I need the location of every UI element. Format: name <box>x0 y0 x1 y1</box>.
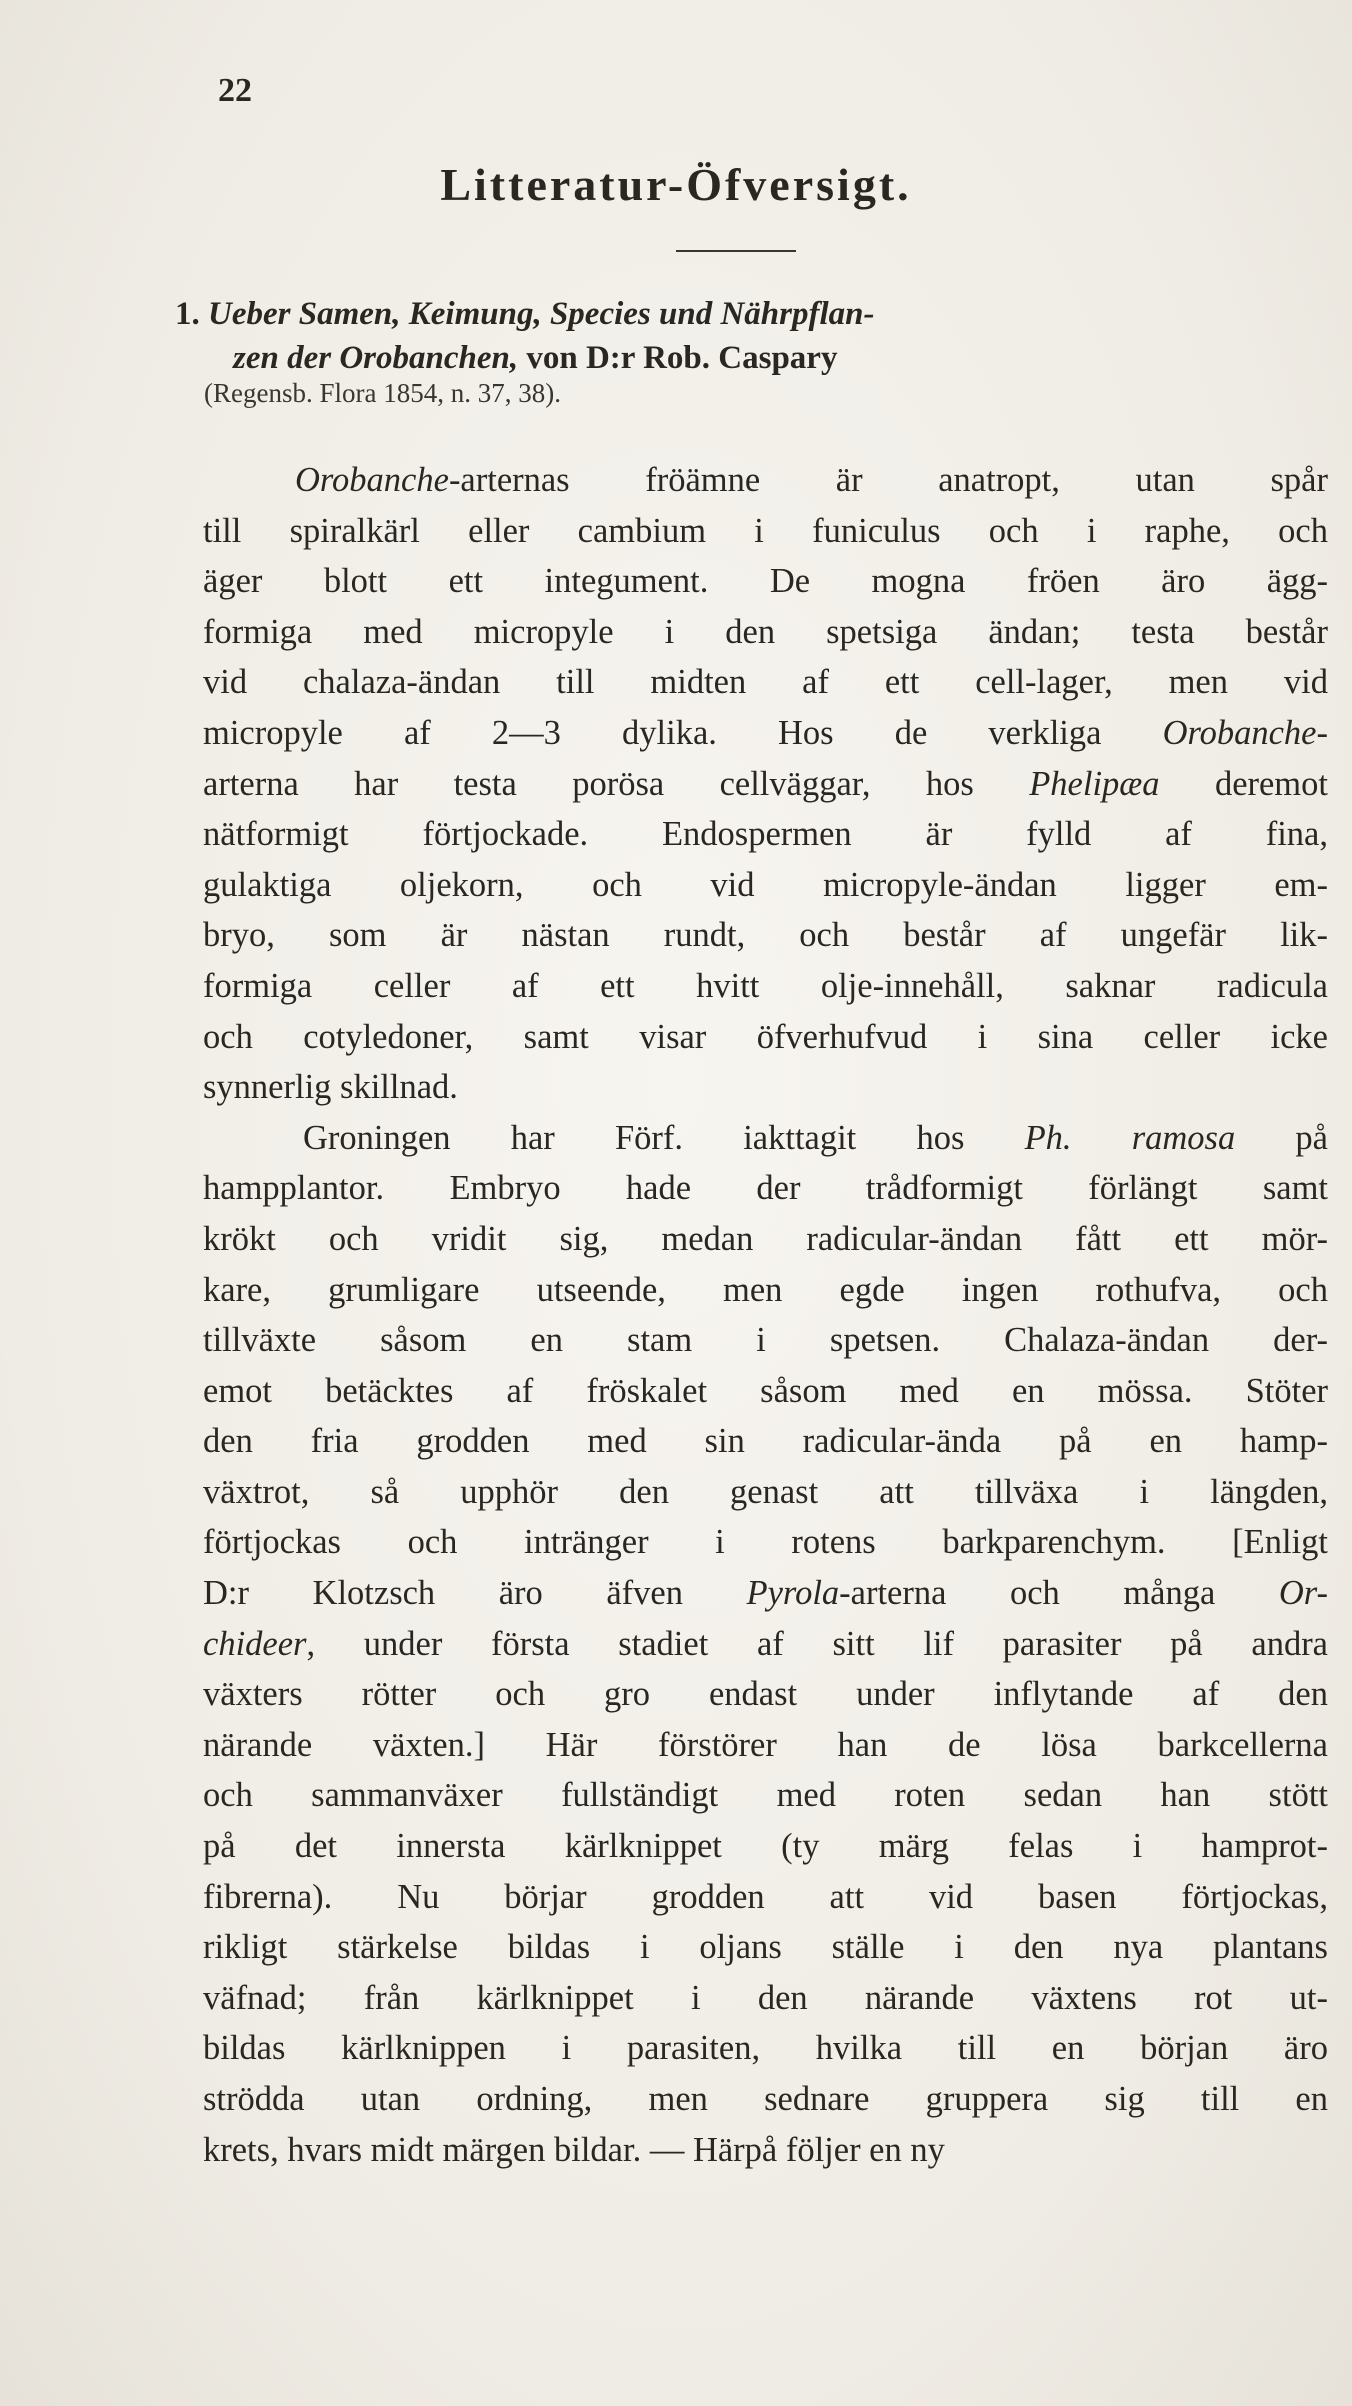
text-line <box>203 1265 1328 1316</box>
text-run: närande växten.] Här förstörer han de lösa barkcellerna <box>203 1725 1328 1764</box>
text-line <box>203 1872 1328 1923</box>
text-line <box>203 1770 1328 1821</box>
text-line <box>203 809 1328 860</box>
text-line <box>203 1416 1328 1467</box>
text-run: förtjockas och intränger i rotens barkparenchym. [Enligt <box>203 1523 1328 1562</box>
text-run: gulaktiga oljekorn, och vid micropyle-ändan ligger em- <box>203 865 1328 904</box>
text-run: växtrot, så upphör den genast att tillväxa i längden, <box>203 1472 1328 1511</box>
italic-term: Ph. ramosa <box>1024 1118 1236 1157</box>
text-run: krets, hvars midt märgen bildar. — Härpå följer en ny <box>203 2130 945 2169</box>
entry-heading <box>175 292 1325 380</box>
text-line <box>203 2125 1328 2176</box>
entry-citation: (Regensb. Flora 1854, n. 37, 38). <box>204 378 561 408</box>
text-run: synnerlig skillnad. <box>203 1068 458 1107</box>
text-run: rikligt stärkelse bildas i oljans ställe i den nya plantans <box>203 1928 1328 1967</box>
text-line <box>203 1922 1328 1973</box>
text-run: , under första stadiet af sitt lif parasiter på andra <box>306 1624 1328 1663</box>
text-run: emot betäcktes af fröskalet såsom med en mössa. Stöter <box>203 1371 1328 1410</box>
italic-term: Orobanche <box>295 461 449 499</box>
text-line <box>203 2074 1328 2125</box>
text-run: växters rötter och gro endast under inflytande af den <box>203 1675 1328 1714</box>
text-line <box>203 1113 1328 1164</box>
entry-number: 1. <box>175 296 200 332</box>
text-run: hampplantor. Embryo hade der trådformigt förlängt samt <box>203 1169 1328 1208</box>
text-run: och sammanväxer fullständigt med roten sedan han stött <box>203 1776 1328 1815</box>
text-line <box>203 1619 1328 1670</box>
text-run: nätformigt förtjockade. Endospermen är fylld af fina, <box>203 815 1328 854</box>
text-run: bildas kärlknippen i parasiten, hvilka till en början äro <box>203 2029 1328 2068</box>
text-run: formiga celler af ett hvitt olje-innehåll, saknar radicula <box>203 966 1328 1005</box>
text-line <box>203 1821 1328 1872</box>
italic-term: Phelipæa <box>1029 764 1160 803</box>
text-line <box>203 1163 1328 1214</box>
text-line <box>203 1973 1328 2024</box>
text-line <box>203 759 1328 810</box>
italic-term: Or- <box>1278 1574 1329 1613</box>
italic-term: Orobanche- <box>1162 713 1328 752</box>
text-run: fibrerna). Nu börjar grodden att vid basen förtjockas, <box>203 1877 1328 1916</box>
text-line <box>203 1669 1328 1720</box>
text-line <box>203 1467 1328 1518</box>
text-line <box>203 860 1328 911</box>
text-run: och cotyledoner, samt visar öfverhufvud i sina celler icke <box>203 1017 1328 1056</box>
paragraph-1 <box>203 455 1328 1113</box>
text-run: kare, grumligare utseende, men egde ingen rothufva, och <box>203 1270 1328 1309</box>
text-run: till spiralkärl eller cambium i funiculus och i raphe, och <box>203 511 1328 550</box>
text-run: formiga med micropyle i den spetsiga ändan; testa består <box>203 612 1328 651</box>
text-line <box>203 607 1328 658</box>
text-run: strödda utan ordning, men sednare gruppera sig till en <box>203 2080 1328 2118</box>
italic-term: Pyrola <box>746 1574 840 1613</box>
text-line <box>203 910 1328 961</box>
text-line <box>203 1214 1328 1265</box>
text-line <box>203 1517 1328 1568</box>
entry-author: von D:r Rob. Caspary <box>526 340 838 376</box>
text-run: på det innersta kärlknippet (ty märg felas i hamprot- <box>203 1827 1328 1866</box>
body-text <box>203 455 1328 2175</box>
text-line <box>203 556 1328 607</box>
text-line <box>203 1568 1328 1619</box>
text-line <box>203 2023 1328 2074</box>
entry-title-line2 <box>175 336 1325 380</box>
text-line <box>203 1062 1328 1113</box>
title-rule <box>676 250 796 252</box>
paragraph-2 <box>203 1113 1328 2175</box>
text-run: den fria grodden med sin radicular-ända på en hamp- <box>203 1422 1328 1461</box>
entry-title-line2-italic: zen der Orobanchen, <box>233 340 519 376</box>
text-run: vid chalaza-ändan till midten af ett cell-lager, men vid <box>203 663 1328 702</box>
entry-title-line1: Ueber Samen, Keimung, Species und Nährpflan- <box>208 296 875 332</box>
text-run: -arterna och många <box>839 1574 1279 1613</box>
text-line <box>203 1012 1328 1063</box>
text-run: D:r Klotzsch äro äfven <box>203 1574 747 1613</box>
text-line <box>203 1366 1328 1417</box>
page-number: 22 <box>218 72 252 109</box>
text-line <box>203 506 1328 557</box>
text-line <box>203 455 1328 506</box>
text-run: micropyle af 2—3 dylika. Hos de verkliga <box>203 713 1163 752</box>
text-run: väfnad; från kärlknippet i den närande växtens rot ut- <box>203 1978 1328 2017</box>
text-run: tillväxte såsom en stam i spetsen. Chalaza-ändan der- <box>203 1321 1328 1360</box>
text-run: -arternas fröämne är anatropt, utan spår <box>448 461 1328 499</box>
italic-term: chideer <box>203 1624 307 1663</box>
text-line <box>203 657 1328 708</box>
text-line <box>203 1720 1328 1771</box>
text-line <box>203 961 1328 1012</box>
text-run: Groningen har Förf. iakttagit hos <box>303 1118 1025 1157</box>
text-line <box>203 708 1328 759</box>
text-run: på <box>1235 1118 1328 1157</box>
text-run: bryo, som är nästan rundt, och består af ungefär lik- <box>203 916 1328 955</box>
text-run: deremot <box>1159 764 1328 803</box>
text-run: äger blott ett integument. De mogna fröen äro ägg- <box>203 562 1328 601</box>
text-run: krökt och vridit sig, medan radicular-ändan fått ett mör- <box>203 1219 1328 1258</box>
section-title: Litteratur-Öfversigt. <box>440 159 912 210</box>
text-run: arterna har testa porösa cellväggar, hos <box>203 764 1030 803</box>
text-line <box>203 1315 1328 1366</box>
